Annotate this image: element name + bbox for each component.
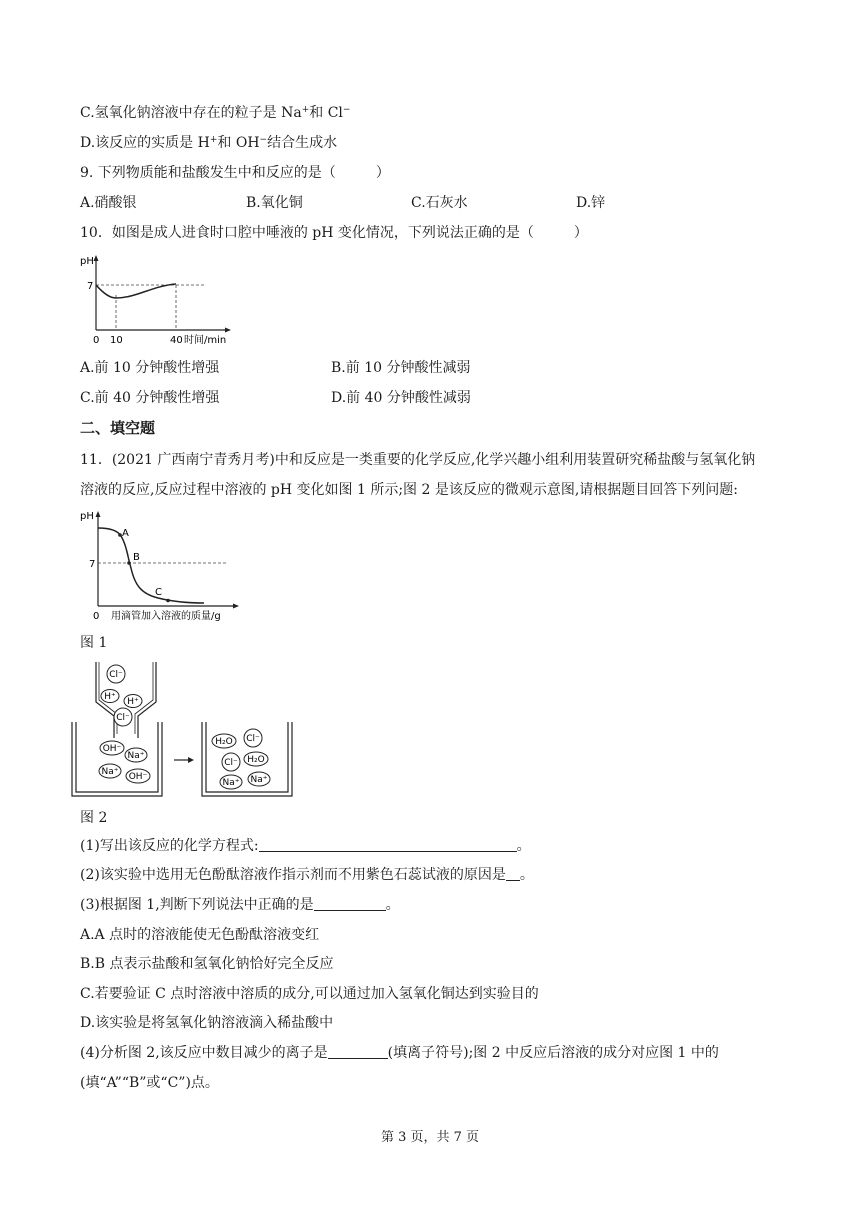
beaker2-cl-1-label: Cl⁻ <box>246 734 260 744</box>
fig2-caption: 图 2 <box>80 810 108 826</box>
y-axis-label: pH <box>80 256 94 267</box>
y-axis-label: pH <box>80 511 94 522</box>
fig1-caption: 图 1 <box>80 635 108 651</box>
q9-option-d: D.锌 <box>576 195 606 211</box>
q11-part4-line1: (4)分析图 2,该反应中数目减少的离子是 (填离子符号);图 2 中反应后溶液的成分对应图 1 中的 <box>80 1045 719 1061</box>
y-axis-arrow <box>94 255 99 261</box>
q8-option-d: D.该反应的实质是 H+和 OH−结合生成水 <box>80 135 338 151</box>
q10-option-b: B.前 10 分钟酸性减弱 <box>331 360 471 376</box>
y-axis-arrow <box>96 511 101 517</box>
x-axis-label: 用滴管加入溶液的质量/g <box>111 611 221 622</box>
q11-part3-option-d: D.该实验是将氢氧化钠溶液滴入稀盐酸中 <box>80 1015 334 1031</box>
q9-option-c: C.石灰水 <box>411 195 468 211</box>
q10-option-d: D.前 40 分钟酸性减弱 <box>331 390 471 406</box>
answer-blank-equation[interactable] <box>259 837 517 852</box>
q11-part2: (2)该实验中选用无色酚酞溶液作指示剂而不用紫色石蕊试液的原因是 。 <box>80 867 534 883</box>
origin-label: 0 <box>93 335 100 346</box>
beaker2-na-2-label: Na⁺ <box>250 775 268 785</box>
label-a: A <box>122 528 129 539</box>
q10-option-c: C.前 40 分钟酸性增强 <box>80 390 220 406</box>
titration-curve <box>98 528 204 603</box>
q11-stem-line1: 11．(2021 广西南宁青秀月考)中和反应是一类重要的化学反应,化学兴趣小组利用装置研究稀盐酸与氢氧化钠 <box>80 452 756 468</box>
point-c <box>166 599 170 603</box>
dropper-ion-h-2-label: H⁺ <box>127 697 139 707</box>
x-axis-arrow <box>225 328 231 333</box>
beaker2-na-1-label: Na⁺ <box>222 778 240 788</box>
dropper-ion-cl-2-label: Cl⁻ <box>116 713 130 723</box>
dropper-ion-cl-1-label: Cl⁻ <box>109 670 123 680</box>
q11-part3-option-a: A.A 点时的溶液能使无色酚酞溶液变红 <box>80 927 320 943</box>
answer-blank-ion[interactable] <box>328 1044 388 1059</box>
q10-ph-chart <box>78 250 238 350</box>
x-tick-40: 40 <box>170 335 183 346</box>
q9-option-a: A.硝酸银 <box>80 195 137 211</box>
label-c: C <box>155 587 162 598</box>
answer-blank-part3[interactable] <box>314 896 386 911</box>
q11-part4-line2: (填“A”“B”或“C”)点。 <box>80 1075 219 1091</box>
reaction-arrow-head <box>188 757 194 763</box>
y-tick-7: 7 <box>87 281 94 292</box>
q10-option-a: A.前 10 分钟酸性增强 <box>80 360 220 376</box>
answer-blank-reason[interactable] <box>506 866 520 881</box>
x-tick-10: 10 <box>110 335 123 346</box>
beaker2-h2o-1-label: H₂O <box>215 737 233 747</box>
q11-part3-option-b: B.B 点表示盐酸和氢氧化钠恰好完全反应 <box>80 956 334 972</box>
q11-part1: (1)写出该反应的化学方程式: 。 <box>80 838 531 854</box>
ph-curve <box>96 284 176 298</box>
beaker2-cl-2-label: Cl⁻ <box>224 758 238 768</box>
page-footer: 第 3 页，共 7 页 <box>380 1130 480 1145</box>
x-axis-label: 时间/min <box>184 335 227 346</box>
q9-option-b: B.氧化铜 <box>246 195 303 211</box>
y-tick-7: 7 <box>89 559 96 570</box>
q8-option-c: C.氢氧化钠溶液中存在的粒子是 Na+和 Cl− <box>80 105 351 121</box>
beaker1-ion-oh-2-label: OH⁻ <box>128 772 148 782</box>
origin-label: 0 <box>93 611 100 622</box>
q11-part3: (3)根据图 1,判断下列说法中正确的是 。 <box>80 897 400 913</box>
label-b: B <box>133 552 140 563</box>
section-title: 二、填空题 <box>80 419 156 437</box>
dropper-ion-h-1-label: H⁺ <box>104 692 116 702</box>
beaker1-ion-oh-1-label: OH⁻ <box>102 744 122 754</box>
point-b <box>127 561 131 565</box>
q11-part3-option-c: C.若要验证 C 点时溶液中溶质的成分,可以通过加入氢氧化铜达到实验目的 <box>80 986 539 1002</box>
q9-stem: 9. 下列物质能和盐酸发生中和反应的是（ ） <box>80 165 390 181</box>
beaker2-h2o-2-label: H₂O <box>247 755 265 765</box>
q10-stem: 10．如图是成人进食时口腔中唾液的 pH 变化情况，下列说法正确的是（ ） <box>80 225 588 241</box>
x-axis-arrow <box>233 604 239 609</box>
q11-stem-line2: 溶液的反应,反应过程中溶液的 pH 变化如图 1 所示;图 2 是该反应的微观示意图,请根据题目回答下列问题: <box>80 482 739 498</box>
q11-fig2-micro-diagram <box>66 660 306 800</box>
beaker1-ion-na-1-label: Na⁺ <box>127 751 145 761</box>
beaker1-ion-na-2-label: Na⁺ <box>101 767 119 777</box>
q11-fig1-ph-titration-chart <box>78 506 248 626</box>
